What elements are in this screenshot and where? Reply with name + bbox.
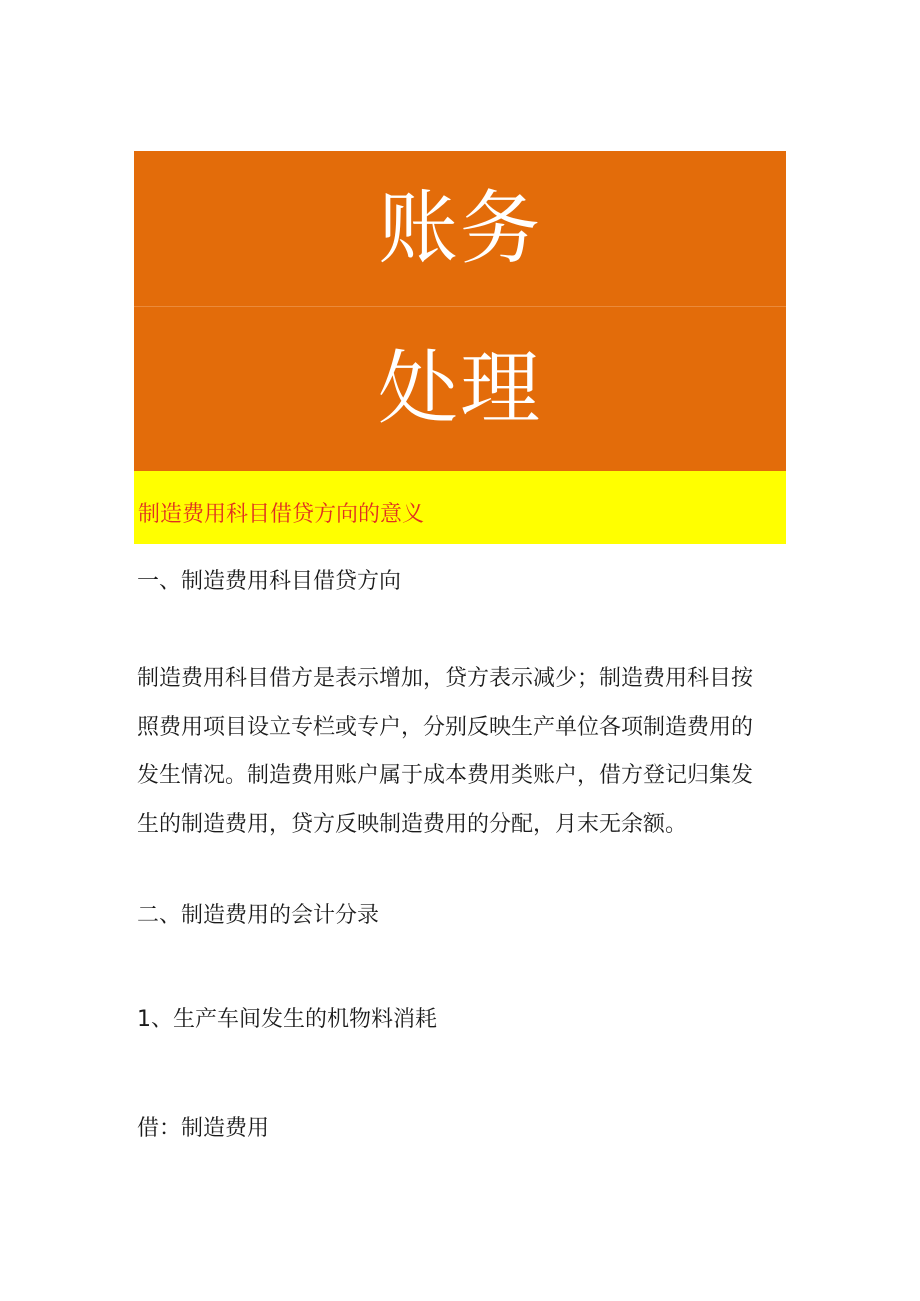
paragraph-line: 生的制造费用，贷方反映制造费用的分配，月末无余额。 [137, 811, 688, 837]
section-2-heading: 二、制造费用的会计分录 [137, 903, 380, 928]
subtitle-text: 制造费用科目借贷方向的意义 [138, 502, 425, 527]
banner-title-line-1: 账务 [378, 181, 542, 275]
banner-title-line-2: 处理 [378, 342, 542, 435]
paragraph-line: 照费用项目设立专栏或专户，分别反映生产单位各项制造费用的 [137, 714, 754, 740]
paragraph-line: 发生情况。制造费用账户属于成本费用类账户，借方登记归集发 [137, 763, 754, 788]
section-1-heading: 一、制造费用科目借贷方向 [137, 569, 402, 594]
item-1-heading: 1、生产车间发生的机物料消耗 [137, 1007, 437, 1032]
section-1-paragraph [137, 655, 789, 849]
title-banner [134, 151, 786, 471]
subtitle-bar [134, 471, 786, 544]
debit-line: 借：制造费用 [137, 1116, 270, 1141]
paragraph-line: 制造费用科目借方是表示增加，贷方表示减少；制造费用科目按 [137, 666, 754, 691]
